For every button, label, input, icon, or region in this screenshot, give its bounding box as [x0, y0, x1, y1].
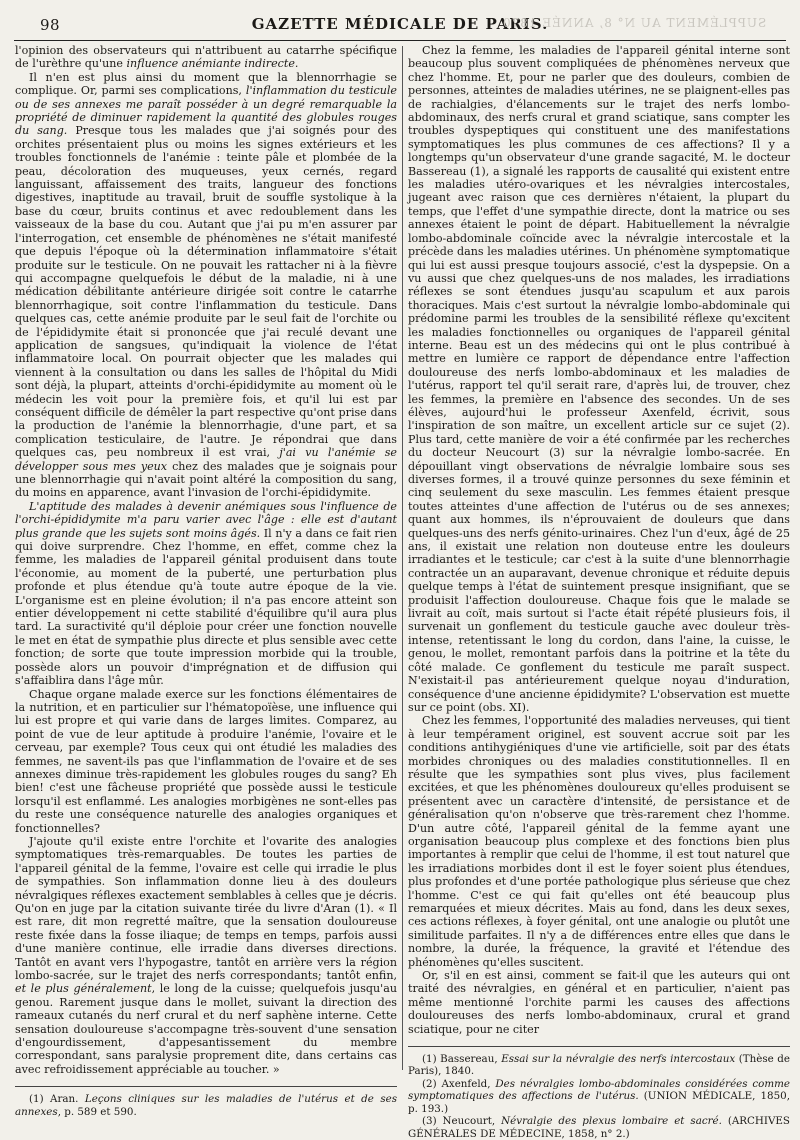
paragraph: Chaque organe malade exerce sur les fonctions élémentaires de la nutrition, et en particulier sur l'hématopoïèse, une influence qui lui est propre et qui varie dans de larges limites. Comparez, au point de vue de leur aptitude à produire l'anémie, l'ovaire et le cerveau, par exemple? Tous ceux qui ont étudié les maladies des femmes, ne savent-ils pas que l'inflammation de l'ovaire et de ses annexes diminue très-rapidement les globules rouges du sang? Eh bien! c'est une fâcheuse propriété que possède aussi le testicule lorsqu'il est enflammé. Les analogies morbigènes ne sont-elles pas du reste une conséquence naturelle des analogies organiques et fonctionnelles? [15, 687, 397, 835]
text-run: (ARCHIVES GÉNÉRALES DE MÉDECINE, 1858, n° 2.) [408, 1115, 790, 1140]
paragraph: Chez la femme, les maladies de l'appareil génital interne sont beaucoup plus souvent compliquées de phénomènes nerveux que chez l'homme. Et, pour ne parler que des douleurs, combien de personnes, atteintes de maladies utérines, ne se plaignent-elles pas de rachialgies, d'élancements sur le trajet des nerfs lombo-abdominaux, des nerfs crural et grand sciatique, sans compter les troubles dyspeptiques qui constituent une des manifestations symptomatiques les plus communes de ces affections? Il y a longtemps qu'un observateur d'une grande sagacité, M. le docteur Bassereau (1), a signalé les rapports de causalité qui existent entre les maladies utéro-ovariques et les névralgies intercostales, jugeant avec raison que ces dernières n'étaient, la plupart du temps, que l'effet d'une sympathie directe, dont la matrice ou ses annexes étaient le point de départ. Habituellement la névralgie lombo-abdominale coïncide avec la névralgie intercostale et la précède dans les maladies utérines. Un phénomène symptomatique qui lui est aussi presque toujours associé, c'est la dyspepsie. On a vu aussi que chez quelques-uns de nos malades, les irradiations réflexes se sont étendues jusqu'au scapulum et aux parois thoraciques. Mais c'est surtout la névralgie lombo-abdominale qui prédomine parmi les troubles de la sensibilité réflexe qu'excitent les maladies fonctionnelles ou organiques de l'appareil génital interne. Beau est un des médecins qui ont le plus contribué à mettre en lumière ce rapport de dépendance entre l'affection douloureuse des nerfs lombo-abdominaux et les maladies de l'utérus, rapport tel qu'il serait rare, d'après lui, de trouver, chez les femmes, la première en l'absence des secondes. Un de ses élèves, aujourd'hui le professeur Axenfeld, écrivit, sous l'inspiration de son maître, un excellent article sur ce sujet (2). Plus tard, cette manière de voir a été confirmée par les recherches du docteur Neucourt (3) sur la névralgie lombo-sacrée. En dépouillant vingt observations de névralgie lombaire sous ses diverses formes, il a trouvé quinze personnes du sexe féminin et cinq seulement du sexe masculin. Les femmes étaient presque toutes atteintes d'une affection de l'utérus ou de ses annexes; quant aux hommes, ils n'éprouvaient de douleurs que dans quelques-uns des nerfs génito-urinaires. Chez l'un d'eux, âgé de 25 ans, il existait une relation non douteuse entre les douleurs irradiantes et le testicule; car c'est à la suite d'une blennorrhagie contractée un an auparavant, devenue chronique et réduite depuis quelque temps à l'état de suintement presque insignifiant, que se produisit l'affection douloureuse. Chaque fois que le malade se livrait au coït, mais surtout si l'acte était répété plusieurs fois, il survenait un gonflement du testicule gauche avec douleur très-intense, retentissant le long du cordon, dans l'aine, la cuisse, le genou, le mollet, remontant parfois dans la poitrine et la tête du côté malade. Ce gonflement du testicule me paraît suspect. N'existait-il pas antérieurement quelque noyau d'induration, conséquence d'une ancienne épididymite? L'observation est muette sur ce point (obs. XI). [408, 44, 790, 714]
text-run: Il n'en est plus ainsi du moment que la blennorrhagie se complique. Or, parmi ses complications, [15, 70, 397, 98]
text-run: (UNION MÉDICALE, 1850, p. 193.) [408, 1090, 790, 1115]
footnote [408, 1115, 790, 1140]
italic-run: Des névralgies lombo-abdominales considérées comme symptomatiques des affections de l'utérus. [408, 1077, 790, 1103]
paragraph: Or, s'il en est ainsi, comment se fait-il que les auteurs qui ont traité des névralgies, en général et en particulier, n'aient pas même mentionné l'orchite parmi les causes des affections douloureuses des nerfs lombo-abdominaux, crural et grand sciatique, pour ne citer [408, 969, 790, 1036]
italic-run: L'aptitude des malades à devenir anémiques sous l'influence de l'orchi-épididymite m'a paru varier avec l'âge : elle est d'autant plus grande que les sujets sont moins âgés. [15, 499, 397, 540]
italic-run: et le plus généralement [15, 982, 152, 996]
italic-run: Leçons cliniques sur les maladies de l'utérus et de ses annexes [15, 1093, 397, 1118]
text-run: , le long de la cuisse; quelquefois jusqu'au genou. Rarement jusque dans le mollet, suivant la direction des rameaux cutanés du nerf crural et du nerf saphène interne. Cette sensation douloureuse s'accompagne très-souvent d'une sensation d'engourdissement, d'appesantissement du membre correspondant, sans paralysie proprement dite, dans certains cas avec refroidissement appréciable au toucher. » [15, 982, 397, 1076]
text-run: (2) Axenfeld, [422, 1077, 496, 1090]
footnote-divider [15, 1086, 397, 1087]
text-run: Presque tous les malades que j'ai soignés pour des orchites présentaient plus ou moins les signes extérieurs et les troubles fonctionnels de l'anémie : teinte pâle et plombée de la peau, décoloration des muqueuses, yeux cernés, regard languissant, affaissement des traits, langueur des fonctions digestives, inaptitude au travail, bruit de souffle systolique à la base du cœur, bruits continus et avec redoublement dans les vaisseaux de la base du cou. Autant que j'ai pu m'en assurer par l'interrogation, cet ensemble de phénomènes ne s'était manifesté que depuis l'époque où la détermination inflammatoire s'était produite sur le testicule. On ne pouvait les rattacher ni à la fièvre qui accompagne quelquefois le début de la maladie, ni à une médication débilitante antérieure dirigée soit contre le catarrhe blennorrhagique, soit contre l'inflammation du testicule. Dans quelques cas, cette anémie produite par le seul fait de l'orchite ou de l'épididymite était si prononcée que j'ai reculé devant une application de sangsues, qu'indiquait la violence de l'état inflammatoire local. On pourrait objecter que les malades qui viennent à la consultation ou dans les salles de l'hôpital du Midi sont déjà, la plupart, atteints d'orchi-épididymite au moment où le médecin les voit pour la première fois, et qu'il lui est par conséquent difficile de démêler la part respective qu'ont prise dans la production de l'anémie la blennorrhagie, d'une part, et sa complication testiculaire, de l'autre. Je répondrai que dans quelques cas, peu nombreux il est vrai, [15, 124, 397, 460]
paragraph [15, 835, 397, 1076]
italic-run: j'ai vu l'anémie se développer sous mes yeux [15, 446, 397, 473]
right-column [408, 44, 790, 1140]
page-number: 98 [40, 16, 61, 34]
italic-run: Névralgie des plexus lombaire et sacré. [501, 1115, 722, 1128]
text-run: (Thèse de Paris), 1840. [408, 1053, 790, 1078]
italic-run: l'inflammation du testicule ou de ses annexes me paraît posséder à un degré remarquable la propriété de diminuer rapidement la quantité des globules rouges du sang. [15, 84, 398, 138]
text-run: (1) Aran. [29, 1093, 85, 1106]
text-run: chez des malades que je soignais pour une blennorrhagie qui n'avait point altéré la composition du sang, du moins en apparence, avant l'invasion de l'orchi-épididymite. [15, 459, 397, 500]
journal-title: GAZETTE MÉDICALE DE PARIS. [251, 15, 549, 33]
text-run: Il n'y a dans ce fait rien qui doive surprendre. Chez l'homme, en effet, comme chez la femme, les maladies de l'appareil génital produisent dans toute l'économie, au moment de la puberté, une perturbation plus profonde et plus étendue qu'à toute autre époque de la vie. L'organisme est en pleine évolution; il n'a pas encore atteint son entier développement ni cette stabilité d'équilibre qu'il aura plus tard. La suractivité qu'il déploie pour créer une fonction nouvelle le met en état de sympathie plus directe et plus sensible avec cette fonction; de sorte que toute impression morbide qui la trouble, possède alors un pouvoir d'imprégnation et de diffusion qui s'affaiblira dans l'âge mûr. [15, 526, 397, 688]
footnote [408, 1078, 790, 1115]
italic-run: Essai sur la névralgie des nerfs intercostaux [501, 1053, 736, 1066]
column-divider [402, 46, 403, 1070]
paragraph [15, 500, 397, 688]
paragraph [15, 44, 397, 71]
text-run: (1) Bassereau, [422, 1053, 502, 1066]
text-run: l'opinion des observateurs qui n'attribuent au catarrhe spécifique de l'urèthre qu'une [15, 44, 397, 71]
text-run: (3) Neucourt, [422, 1115, 502, 1128]
italic-run: influence anémiante indirecte. [126, 57, 299, 71]
footnote [408, 1053, 790, 1078]
page-header [14, 10, 786, 41]
paragraph: Chez les femmes, l'opportunité des maladies nerveuses, qui tient à leur tempérament originel, est souvent accrue soit par les conditions antihygiéniques d'une vie artificielle, soit par des états morbides chroniques ou des maladies constitutionnelles. Il en résulte que les sympathies sont plus vives, plus facilement excitées, et que les phénomènes douloureux qu'elles produisent se présentent avec un caractère d'intensité, de persistance et de généralisation qu'on n'observe que très-rarement chez l'homme. D'un autre côté, l'appareil génital de la femme ayant une organisation beaucoup plus complexe et des fonctions bien plus importantes à remplir que celui de l'homme, il est tout naturel que les irradiations morbides dont il est le foyer soient plus étendues, plus profondes et d'une portée pathologique plus sérieuse que chez l'homme. C'est ce qui fait qu'elles ont été beaucoup plus remarquées et mieux décrites. Mais au fond, dans les deux sexes, ces actions réflexes, à foyer génital, ont une analogie ou plutôt une similitude parfaites. Il n'y a de différences entre elles que dans le nombre, la durée, la fréquence, la gravité et l'étendue des phénomènes qu'elles suscitent. [408, 714, 790, 969]
text-run: , p. 589 et 590. [57, 1105, 137, 1118]
text-run: J'ajoute qu'il existe entre l'orchite et l'ovarite des analogies symptomatiques très-remarquables. De toutes les parties de l'appareil génital de la femme, l'ovaire est celle qui irradie le plus de sympathies. Son inflammation donne lieu à des douleurs névralgiques réflexes exactement semblables à celles que je décris. Qu'on en juge par la citation suivante tirée du livre d'Aran (1). « Il est rare, dit mon regretté maître, que la sensation douloureuse reste fixée dans la fosse iliaque; de temps en temps, parfois aussi d'une manière continue, elle irradie dans diverses directions. Tantôt en avant vers l'hypogastre, tantôt en arrière vers la région lombo-sacrée, sur le trajet des nerfs correspondants; tantôt enfin, [15, 834, 397, 983]
left-column [15, 44, 397, 1118]
footnote [15, 1093, 397, 1118]
paragraph [15, 71, 397, 500]
bleed-through-text: SUPPLÉMENT AU N° 8, ANNÉE 1870 [501, 16, 766, 30]
footnote-divider [408, 1046, 790, 1047]
